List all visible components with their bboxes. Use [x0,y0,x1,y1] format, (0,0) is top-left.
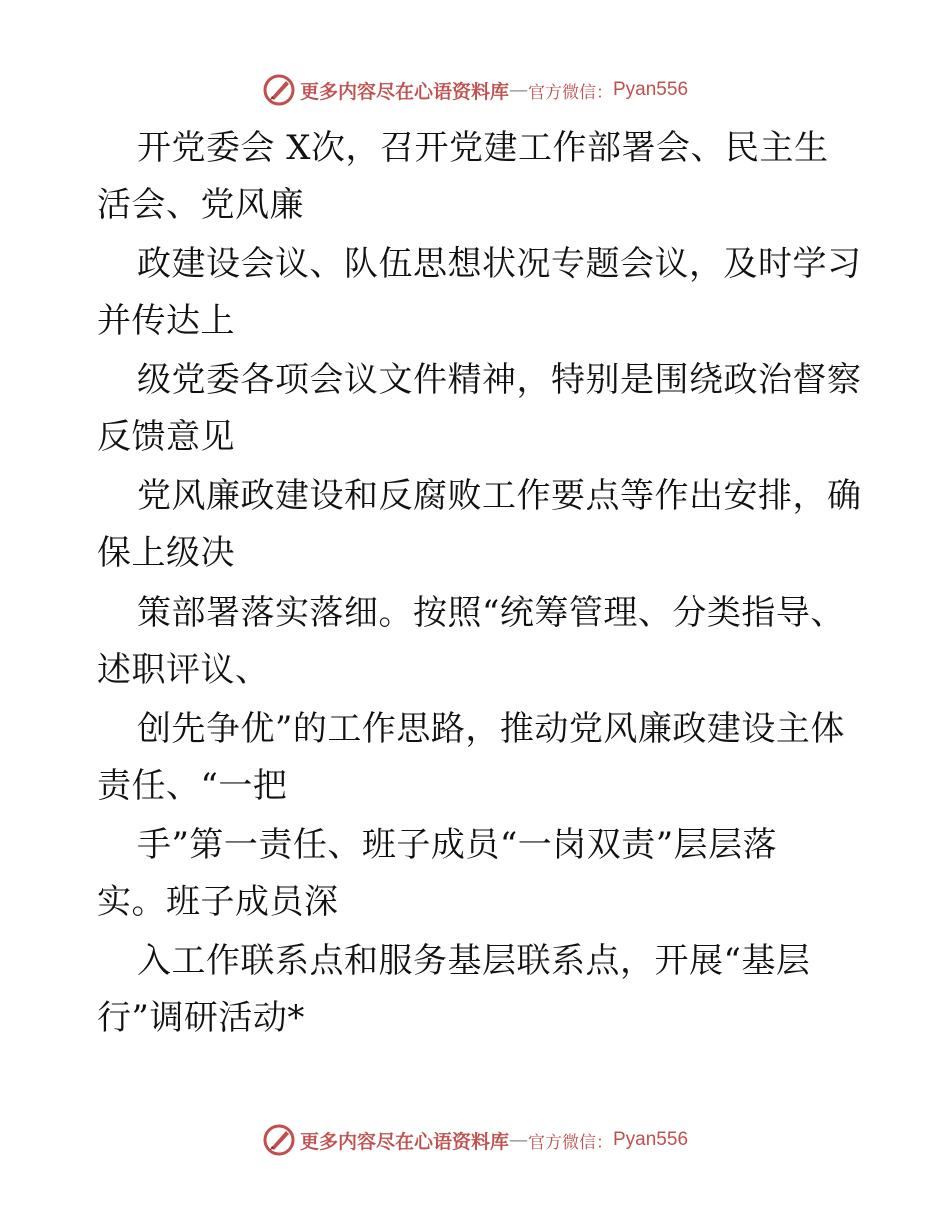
banner-wechat-label: 官方微信： [528,82,613,103]
paragraph-line: 开党委会 X次，召开党建工作部署会、民主生 [137,128,829,168]
banner-dash: — [509,79,528,101]
paragraph-line: 活会、党风廉 [97,185,304,225]
paragraph-line: 级党委各项会议文件精神，特别是围绕政治督察 [137,360,862,400]
paragraph-line: 手”第一责任、班子成员“一岗双责”层层落 [137,825,778,865]
banner-wechat-label: 官方微信： [528,1132,613,1153]
paragraph-line: 策部署落实落细。按照“统筹管理、分类指导、 [137,593,845,633]
paragraph-line: 入工作联系点和服务基层联系点，开展“基层 [137,941,811,981]
banner-slogan: 更多内容尽在心语资料库 [299,1130,509,1153]
banner-wechat-id: Pyan556 [613,79,689,100]
footer-banner [0,1118,950,1162]
banner-dash: — [509,1129,528,1151]
paragraph-line: 创先争优”的工作思路，推动党风廉政建设主体 [137,709,845,749]
paragraph-line: 政建设会议、队伍思想状况专题会议，及时学习 [137,244,862,284]
paragraph-line: 党风廉政建设和反腐败工作要点等作出安排，确 [137,476,862,516]
pen-logo-icon [262,1123,296,1157]
header-banner [0,68,950,112]
paragraph-line: 并传达上 [97,301,235,341]
paragraph-line: 行”调研活动* [97,998,305,1038]
paragraph-line: 反馈意见 [97,417,235,457]
banner-wechat-id: Pyan556 [613,1129,689,1150]
paragraph-line: 责任、“一把 [97,766,288,806]
pen-logo-icon [262,73,296,107]
banner-slogan: 更多内容尽在心语资料库 [299,80,509,103]
paragraph-line: 述职评议、 [97,650,270,690]
paragraph-line: 实。班子成员深 [97,882,339,922]
paragraph-line: 保上级决 [97,533,235,573]
